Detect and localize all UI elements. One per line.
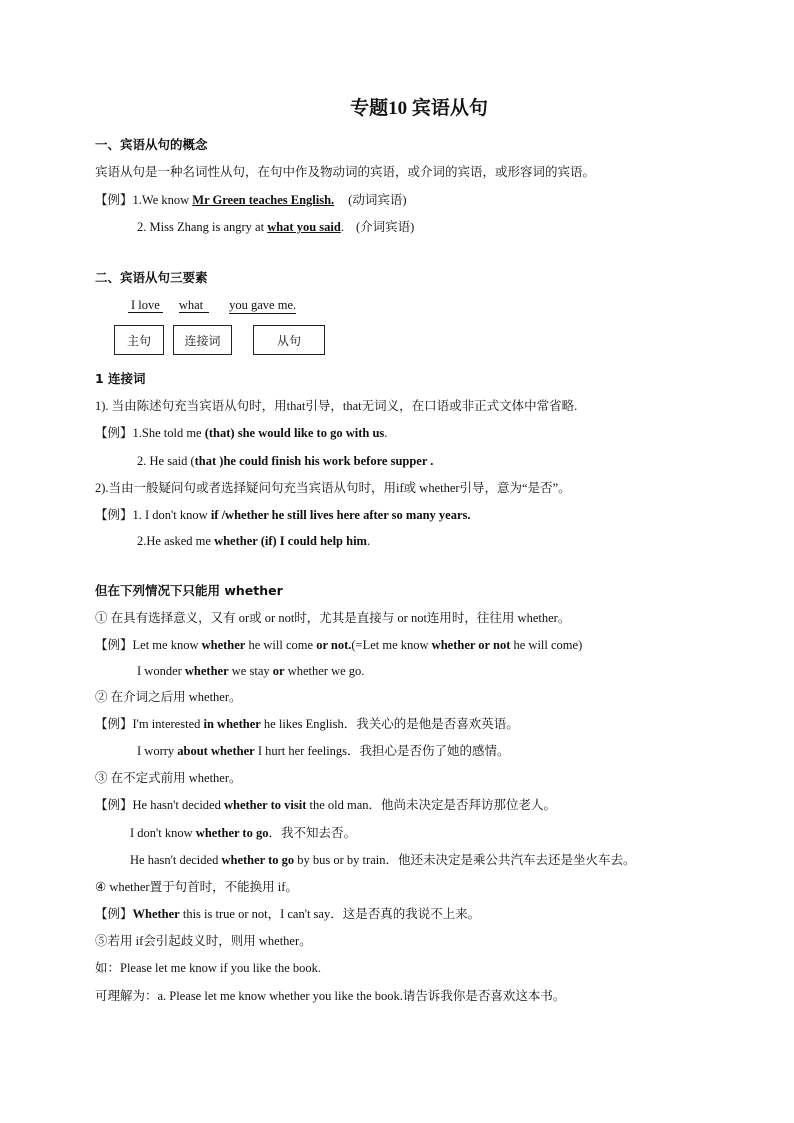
- example-note: (介词宾语): [355, 220, 415, 234]
- section-1-example-1: 【例】1.We know Mr Green teaches English. (动词宾语): [95, 193, 407, 207]
- whether-rule-4: ④ whether置于句首时，不能换用 if。: [95, 880, 298, 894]
- example-tag: 【例】: [95, 508, 133, 522]
- main-clause-word: I love: [128, 298, 163, 313]
- whether-rule-3: ③ 在不定式前用 whether。: [95, 771, 242, 785]
- rule-1-example-2: 2. He said (that )he could finish his work before supper .: [137, 454, 434, 468]
- whether-rule-5: ⑤若用 if会引起歧义时，则用 whether。: [95, 934, 312, 948]
- example-tag: 【例】: [95, 907, 133, 921]
- section-2-heading: 二、宾语从句三要素: [95, 270, 208, 285]
- whether-rule-1: ① 在具有选择意义，又有 or或 or not时，尤其是直接与 or not连用时，往往用 whether。: [95, 611, 571, 625]
- whether-rule-3-example-3: He hasn't decided whether to go by bus or by train．他还未决定是乘公共汽车去还是坐火车去。: [130, 853, 636, 867]
- whether-rule-1-example-2: I wonder whether we stay or whether we go.: [137, 664, 365, 678]
- section-3-heading: 但在下列情况下只能用 whether: [95, 583, 283, 598]
- rule-2-example-1: 【例】1. I don't know if /whether he still lives here after so many years.: [95, 508, 471, 522]
- whether-rule-5-interpretation: 可理解为：a. Please let me know whether you like the book.请告诉我你是否喜欢这本书。: [95, 989, 566, 1003]
- subordinate-clause-word: you gave me.: [229, 298, 297, 312]
- object-clause: what you said: [267, 220, 341, 234]
- main-clause-box: 主句: [114, 325, 164, 355]
- section-1-heading: 一、宾语从句的概念: [95, 137, 208, 152]
- section-1-definition: 宾语从句是一种名词性从句，在句中作及物动词的宾语，或介词的宾语，或形容词的宾语。: [95, 165, 596, 179]
- subsection-connectors-heading: 1 连接词: [95, 371, 146, 386]
- whether-rule-1-example-1: 【例】Let me know whether he will come or not.(=Let me know whether or not he will come): [95, 638, 583, 652]
- section-1-example-2: 2. Miss Zhang is angry at what you said. (介词宾语): [137, 220, 415, 234]
- rule-2-text: 2).当由一般疑问句或者选择疑问句充当宾语从句时，用if或 whether引导，意为“是否”。: [95, 481, 571, 495]
- example-tag: 【例】: [95, 798, 133, 812]
- connector-word: what: [179, 298, 209, 313]
- whether-rule-5-example: 如：Please let me know if you like the book.: [95, 961, 322, 975]
- whether-rule-4-example-1: 【例】Whether this is true or not，I can't say．这是否真的我说不上来。: [95, 907, 481, 921]
- whether-rule-3-example-2: I don't know whether to go．我不知去否。: [130, 826, 356, 840]
- subordinate-clause-box: 从句: [253, 325, 325, 355]
- example-tag: 【例】: [95, 193, 133, 207]
- whether-rule-2: ② 在介词之后用 whether。: [95, 690, 242, 704]
- connector-box: 连接词: [173, 325, 232, 355]
- whether-rule-2-example-2: I worry about whether I hurt her feelings．我担心是否伤了她的感情。: [137, 744, 510, 758]
- whether-rule-3-example-1: 【例】He hasn't decided whether to visit the old man．他尚未决定是否拜访那位老人。: [95, 798, 557, 812]
- rule-1-example-1: 【例】1.She told me (that) she would like to go with us.: [95, 426, 388, 440]
- three-elements-sentence: [128, 297, 296, 314]
- example-tag: 【例】: [95, 638, 133, 652]
- rule-1-text: 1). 当由陈述句充当宾语从句时，用that引导，that无词义，在口语或非正式文体中常省略.: [95, 399, 578, 413]
- rule-2-example-2: 2.He asked me whether (if) I could help him.: [137, 534, 371, 548]
- example-note: (动词宾语): [348, 193, 407, 207]
- whether-rule-2-example-1: 【例】I'm interested in whether he likes English．我关心的是他是否喜欢英语。: [95, 717, 519, 731]
- example-tag: 【例】: [95, 426, 133, 440]
- page-title: 专题10 宾语从句: [350, 98, 488, 119]
- object-clause: Mr Green teaches English.: [192, 193, 335, 207]
- example-tag: 【例】: [95, 717, 133, 731]
